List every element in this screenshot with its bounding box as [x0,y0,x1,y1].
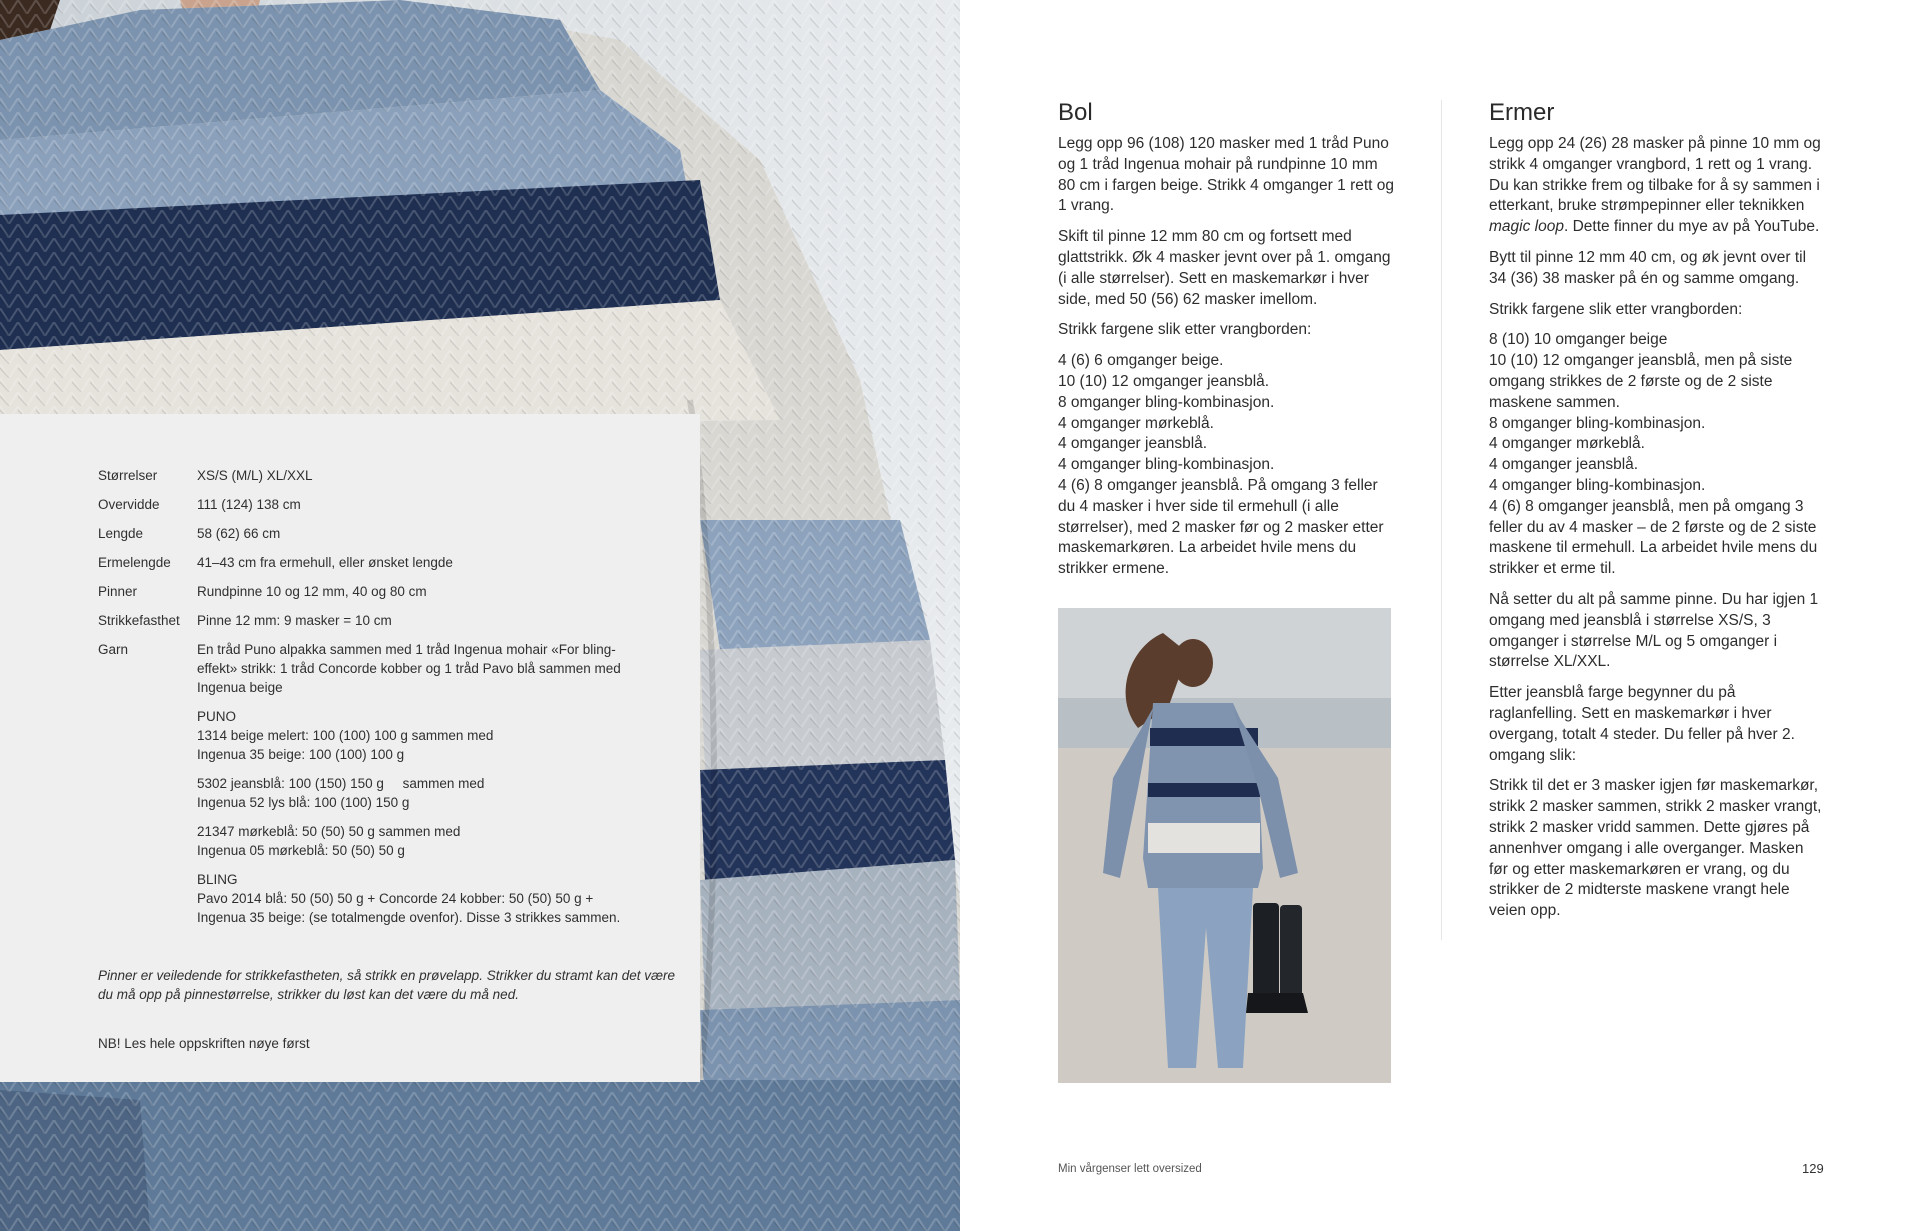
spec-value: XS/S (M/L) XL/XXL [197,468,313,483]
ermer-paragraph: Bytt til pinne 12 mm 40 cm, og øk jevnt over til 34 (36) 38 masker på én og samme omgang. [1489,248,1807,287]
spec-label: Strikkefasthet [98,613,180,628]
yarn-puno [197,707,660,860]
ermer-text: Legg opp 24 (26) 28 masker på pinne 10 mm og strikk 4 omganger vrangbord, 1 rett og 1 vrang. Du kan strikke frem og tilbake for å sy sammen i etterkant, bruke strømpepinner eller teknikken [1489,135,1821,215]
spec-row-chest [98,495,660,514]
spec-label: Ermelengde [98,555,171,570]
spec-row-length [98,524,660,543]
spec-label: Lengde [98,526,144,541]
yarn-line: Ingenua 05 mørkeblå: 50 (50) 50 g [197,843,405,858]
ermer-paragraph: Strikk fargene slik etter vrangborden: [1489,300,1743,318]
yarn-heading: PUNO [197,709,237,724]
stripe-line: 10 (10) 12 omganger jeansblå. [1058,372,1270,390]
spec-value: Rundpinne 10 og 12 mm, 40 og 80 cm [197,584,427,599]
spec-label: Størrelser [98,468,158,483]
spec-value: Pinne 12 mm: 9 masker = 10 cm [197,613,392,628]
instructions-page [960,0,1920,1231]
yarn-entry [197,726,660,764]
ermer-paragraph: Strikk til det er 3 masker igjen før maskemarkør, strikk 2 masker sammen, strikk 2 masker vrangt, strikk 2 masker vridd sammen. Dette gjøres på annenhver omgang i alle overganger. Masken før og etter maskemarkøren er vrang, og du strikker de 2 midterste maskene vrangt hele veien opp. [1489,777,1822,920]
spec-row-sleeve [98,553,660,572]
spec-row-yarn [98,640,660,937]
spec-value: 111 (124) 138 cm [197,497,301,512]
spec-row-sizes [98,466,660,485]
footer-pattern-title: Min vårgenser lett oversized [1058,1163,1202,1175]
yarn-line: Ingenua 35 beige: (se totalmengde ovenfor). Disse 3 strikkes sammen. [197,910,621,925]
bol-stripe-list [1058,351,1394,580]
yarn-line: Ingenua 52 lys blå: 100 (100) 150 g [197,795,410,810]
yarn-line: 5302 jeansblå: 100 (150) 150 g sammen med [197,776,485,791]
stripe-line: 4 omganger mørkeblå. [1489,435,1645,453]
spec-label: Overvidde [98,497,160,512]
page-number: 129 [1802,1161,1824,1176]
bol-section [1058,98,1394,590]
ermer-paragraph: Etter jeansblå farge begynner du på raglanfelling. Sett en maskemarkør i hver overgang, totalt 4 steder. Du feller på hver 2. omgang slik: [1489,684,1795,764]
stripe-line: 4 omganger bling-kombinasjon. [1058,456,1275,474]
ermer-stripe-list [1489,330,1825,580]
stripe-line: 4 omganger jeansblå. [1058,435,1208,453]
spec-label: Garn [98,642,129,657]
spec-row-needles [98,582,660,601]
yarn-entry [197,889,660,927]
yarn-line: 21347 mørkeblå: 50 (50) 50 g sammen med [197,824,461,839]
ermer-heading: Ermer [1489,99,1555,126]
info-panel [0,414,700,1082]
yarn-heading: BLING [197,872,238,887]
stripe-line: 10 (10) 12 omganger jeansblå, men på siste omgang strikkes de 2 første og de 2 siste maskene sammen. [1489,352,1793,411]
yarn-entry [197,822,660,860]
walking-woman-photo [1058,608,1391,1083]
spec-label: Pinner [98,584,138,599]
ermer-section [1489,98,1825,932]
stripe-line: 4 omganger bling-kombinasjon. [1489,476,1706,494]
stripe-line: 4 omganger jeansblå. [1489,456,1639,474]
ermer-paragraph: Nå setter du alt på samme pinne. Du har igjen 1 omgang med jeansblå i størrelse XS/S, 3 omganger i størrelse M/L og 5 omganger i størrelse XL/XXL. [1489,590,1819,671]
bol-paragraph: Legg opp 96 (108) 120 masker med 1 tråd Puno og 1 tråd Ingenua mohair på rundpinne 10 mm 80 cm i fargen beige. Strikk 4 omganger 1 rett og 1 vrang. [1058,135,1395,215]
stripe-line: 8 (10) 10 omganger beige [1489,331,1668,349]
ermer-italic-term: magic loop [1489,218,1564,236]
beach-walk-illustration [1058,608,1391,1083]
needle-note: Pinner er veiledende for strikkefastheten, så strikk en prøvelapp. Strikker du stramt kan det være du må opp på pinnestørrelse, strikker du løst kan det være du må ned. [98,968,676,1002]
yarn-bling [197,870,660,927]
bol-paragraph: Strikk fargene slik etter vrangborden: [1058,321,1312,339]
bol-heading: Bol [1058,99,1093,126]
stripe-line: 8 omganger bling-kombinasjon. [1489,414,1706,432]
yarn-line: Ingenua 35 beige: 100 (100) 100 g [197,747,405,762]
stripe-line: 8 omganger bling-kombinasjon. [1058,393,1275,411]
spec-value: 58 (62) 66 cm [197,526,281,541]
bol-paragraph: Skift til pinne 12 mm 80 cm og fortsett med glattstrikk. Øk 4 masker jevnt over på 1. omgang (i alle størrelser). Sett en maskemarkør i hver side, med 50 (56) 62 masker imellom. [1058,228,1391,308]
stripe-line: 4 (6) 8 omganger jeansblå. På omgang 3 feller du 4 masker i hver side til ermehull (i alle størrelser), med 2 masker før og 2 masker etter maskemarkøren. La arbeidet hvile mens du strikker ermene. [1058,476,1384,578]
read-first-note: NB! Les hele oppskriften nøye først [98,1036,310,1051]
yarn-line: Pavo 2014 blå: 50 (50) 50 g + Concorde 24 kobber: 50 (50) 50 g + [197,891,594,906]
stripe-line: 4 omganger mørkeblå. [1058,414,1214,432]
yarn-line: 1314 beige melert: 100 (100) 100 g sammen med [197,728,494,743]
yarn-entry [197,774,660,812]
stripe-line: 4 (6) 6 omganger beige. [1058,352,1224,370]
column-divider [1441,100,1442,940]
spec-value: En tråd Puno alpakka sammen med 1 tråd Ingenua mohair «For bling-effekt» strikk: 1 tråd Concorde kobber og 1 tråd Pavo blå sammen med Ingenua beige [197,642,621,695]
spec-row-gauge [98,611,660,630]
spec-value: 41–43 cm fra ermehull, eller ønsket lengde [197,555,453,570]
ermer-text: . Dette finner du mye av på YouTube. [1563,218,1820,236]
ermer-paragraph [1489,134,1825,238]
stripe-line: 4 (6) 8 omganger jeansblå, men på omgang 3 feller du av 4 masker – de 2 første og de 2 siste maskene til ermehull. La arbeidet hvile mens du strikker et erme til. [1489,497,1818,578]
